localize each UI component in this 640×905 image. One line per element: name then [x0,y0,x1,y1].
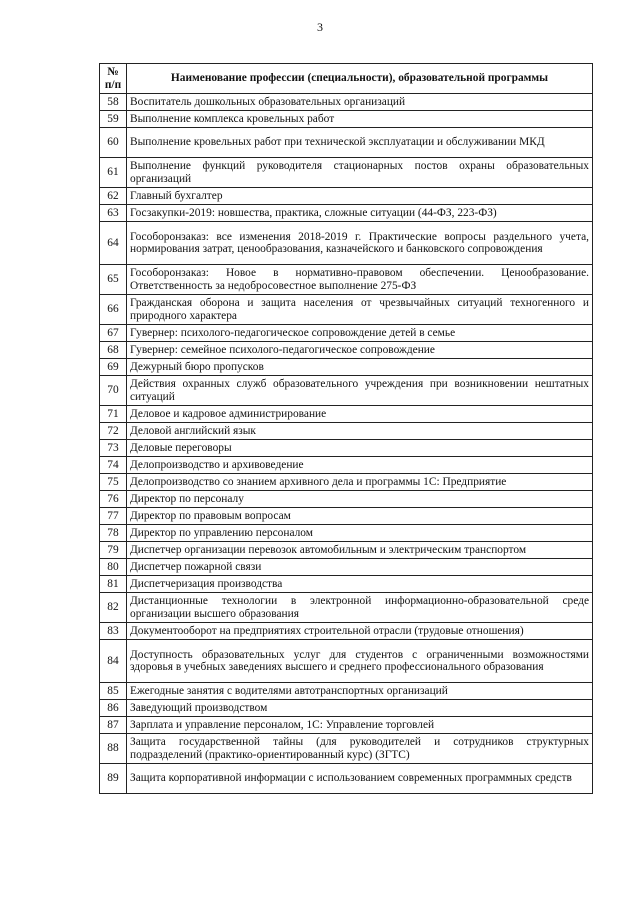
row-number: 71 [100,406,127,423]
table-row [100,376,593,406]
row-number: 64 [100,222,127,265]
program-name: Директор по управлению персоналом [127,525,593,542]
row-number: 75 [100,474,127,491]
program-name: Защита корпоративной информации с использованием современных программных средств [127,764,593,794]
table-row [100,128,593,158]
row-number: 61 [100,158,127,188]
row-number: 87 [100,717,127,734]
program-name: Диспетчеризация производства [127,576,593,593]
table-row [100,474,593,491]
program-name: Гособоронзаказ: все изменения 2018-2019 г. Практические вопросы раздельного учета, нормирования затрат, ценообразования, казначейского и банковского сопровождения [127,222,593,265]
program-name: Доступность образовательных услуг для студентов с ограниченными возможностями здоровья в учебных заведениях высшего и среднего профессионального образования [127,640,593,683]
program-name: Главный бухгалтер [127,188,593,205]
program-name: Защита государственной тайны (для руководителей и сотрудников структурных подразделений (практико-ориентированный курс) (ЗГТС) [127,734,593,764]
row-number: 63 [100,205,127,222]
program-name: Гувернер: психолого-педагогическое сопровождение детей в семье [127,325,593,342]
row-number: 70 [100,376,127,406]
program-name: Ежегодные занятия с водителями автотранспортных организаций [127,683,593,700]
row-number: 81 [100,576,127,593]
program-name: Дистанционные технологии в электронной информационно-образовательной среде организации высшего образования [127,593,593,623]
row-number: 86 [100,700,127,717]
row-number: 59 [100,111,127,128]
program-name: Директор по персоналу [127,491,593,508]
table-row [100,491,593,508]
table-row [100,525,593,542]
program-name: Диспетчер организации перевозок автомобильным и электрическим транспортом [127,542,593,559]
row-number: 85 [100,683,127,700]
header-number: № п/п [100,64,127,94]
program-name: Делопроизводство и архивоведение [127,457,593,474]
table-row [100,640,593,683]
program-name: Документооборот на предприятиях строительной отрасли (трудовые отношения) [127,623,593,640]
row-number: 72 [100,423,127,440]
row-number: 68 [100,342,127,359]
table-row [100,423,593,440]
table-row [100,700,593,717]
table-row [100,576,593,593]
row-number: 88 [100,734,127,764]
table-row [100,717,593,734]
row-number: 78 [100,525,127,542]
table-row [100,222,593,265]
program-name: Гражданская оборона и защита населения от чрезвычайных ситуаций техногенного и природного характера [127,295,593,325]
header-name: Наименование профессии (специальности), образовательной программы [127,64,593,94]
row-number: 65 [100,265,127,295]
program-name: Деловые переговоры [127,440,593,457]
row-number: 76 [100,491,127,508]
row-number: 66 [100,295,127,325]
table-row [100,734,593,764]
row-number: 60 [100,128,127,158]
table-row [100,188,593,205]
program-name: Заведующий производством [127,700,593,717]
table-row [100,623,593,640]
row-number: 62 [100,188,127,205]
program-name: Дежурный бюро пропусков [127,359,593,376]
row-number: 80 [100,559,127,576]
table-row [100,94,593,111]
table-row [100,111,593,128]
row-number: 84 [100,640,127,683]
program-name: Действия охранных служб образовательного учреждения при возникновении нештатных ситуаций [127,376,593,406]
program-name: Гособоронзаказ: Новое в нормативно-правовом обеспечении. Ценообразование. Ответственность за недобросовестное выполнение 275-ФЗ [127,265,593,295]
table-row [100,265,593,295]
program-name: Деловое и кадровое администрирование [127,406,593,423]
row-number: 89 [100,764,127,794]
table-row [100,342,593,359]
table-row [100,406,593,423]
table-row [100,508,593,525]
row-number: 77 [100,508,127,525]
program-name: Госзакупки-2019: новшества, практика, сложные ситуации (44-ФЗ, 223-ФЗ) [127,205,593,222]
program-name: Гувернер: семейное психолого-педагогическое сопровождение [127,342,593,359]
table-row [100,593,593,623]
row-number: 82 [100,593,127,623]
page-number: 3 [317,20,323,34]
program-name: Выполнение функций руководителя стационарных постов охраны образовательных организаций [127,158,593,188]
row-number: 58 [100,94,127,111]
program-name: Директор по правовым вопросам [127,508,593,525]
table-header-row [100,64,593,94]
table-row [100,457,593,474]
row-number: 69 [100,359,127,376]
program-name: Делопроизводство со знанием архивного дела и программы 1С: Предприятие [127,474,593,491]
table-row [100,542,593,559]
table-row [100,440,593,457]
row-number: 79 [100,542,127,559]
table-row [100,683,593,700]
row-number: 73 [100,440,127,457]
table-body [100,94,593,794]
table-row [100,295,593,325]
table-row [100,359,593,376]
table-row [100,325,593,342]
table-row [100,205,593,222]
program-name: Зарплата и управление персоналом, 1С: Управление торговлей [127,717,593,734]
programs-table [99,63,593,794]
program-name: Выполнение кровельных работ при технической эксплуатации и обслуживании МКД [127,128,593,158]
program-name: Выполнение комплекса кровельных работ [127,111,593,128]
table-row [100,158,593,188]
program-name: Воспитатель дошкольных образовательных организаций [127,94,593,111]
row-number: 67 [100,325,127,342]
program-name: Диспетчер пожарной связи [127,559,593,576]
program-name: Деловой английский язык [127,423,593,440]
table-row [100,559,593,576]
row-number: 83 [100,623,127,640]
table-row [100,764,593,794]
row-number: 74 [100,457,127,474]
